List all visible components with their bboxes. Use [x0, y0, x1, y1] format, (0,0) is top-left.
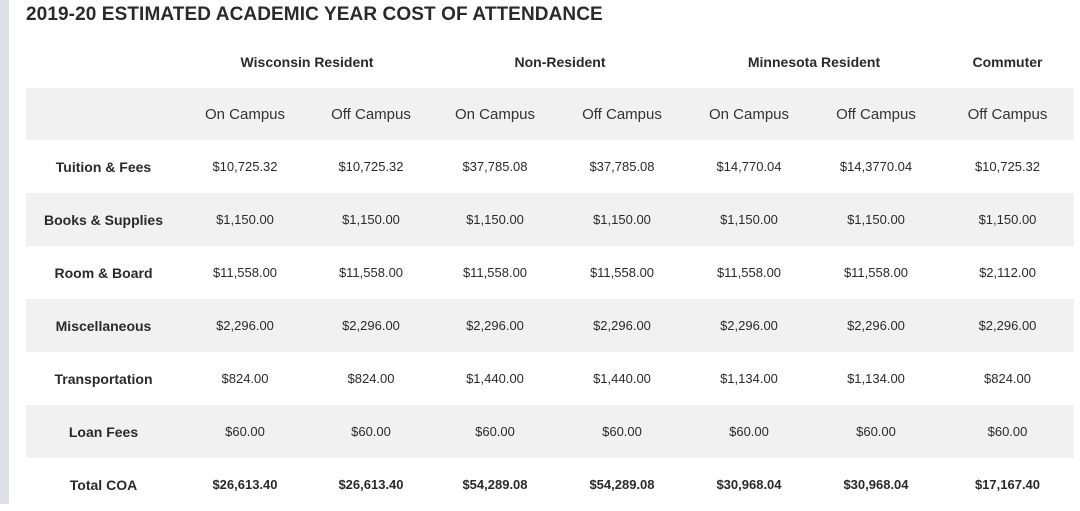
table-row-tuition-fees: [26, 140, 1074, 193]
table-cell: $11,558.00: [212, 265, 278, 280]
table-cell: $60.00: [811, 405, 941, 458]
table-cell: $60.00: [433, 405, 557, 458]
table-cell: $54,289.08: [589, 477, 655, 492]
subheader-row: [26, 88, 1074, 140]
page-title: 2019-20 ESTIMATED ACADEMIC YEAR COST OF ATTENDANCE: [26, 4, 603, 25]
table-cell: $10,725.32: [212, 159, 278, 174]
subheader-cell: On Campus: [433, 88, 557, 140]
table-cell: $14,770.04: [716, 159, 782, 174]
table-cell: $2,296.00: [309, 299, 433, 352]
table-cell: $2,296.00: [687, 299, 811, 352]
row-label: Transportation: [54, 370, 153, 387]
table-cell: $60.00: [941, 405, 1074, 458]
table-cell: $1,150.00: [687, 193, 811, 246]
table-row-miscellaneous: [26, 299, 1074, 352]
subheader-cell: Off Campus: [309, 88, 433, 140]
table-cell: $14,3770.04: [839, 159, 913, 174]
cost-of-attendance-table: [26, 36, 1074, 511]
group-header-minnesota-resident: Minnesota Resident: [747, 54, 881, 70]
group-header-non-resident: Non-Resident: [514, 54, 606, 70]
table-cell: $2,112.00: [979, 265, 1036, 280]
table-cell: $1,134.00: [847, 371, 905, 386]
group-header-commuter: Commuter: [972, 54, 1043, 70]
row-label: Total COA: [69, 476, 138, 493]
subheader-cell: Off Campus: [811, 88, 941, 140]
table-cell: $2,296.00: [557, 299, 687, 352]
subheader-cell: On Campus: [181, 88, 309, 140]
table-cell: $11,558.00: [589, 265, 655, 280]
table-cell: $2,296.00: [941, 299, 1074, 352]
row-label: Loan Fees: [26, 405, 181, 458]
table-cell: $17,167.40: [974, 477, 1041, 492]
table-cell: $11,558.00: [843, 265, 909, 280]
table-row-total-coa: [26, 458, 1074, 511]
table-cell: $10,725.32: [974, 159, 1041, 174]
table-cell: $1,150.00: [557, 193, 687, 246]
table-cell: $2,296.00: [181, 299, 309, 352]
table-row-room-board: [26, 246, 1074, 299]
group-header-wisconsin-resident: Wisconsin Resident: [240, 54, 374, 70]
table-cell: $30,968.04: [843, 477, 909, 492]
table-cell: $60.00: [309, 405, 433, 458]
table-cell: $26,613.40: [212, 477, 278, 492]
table-cell: $60.00: [181, 405, 309, 458]
subheader-corner-cell: [26, 88, 181, 140]
corner-cell: [26, 36, 181, 88]
table-cell: $824.00: [347, 371, 395, 386]
table-cell: $1,150.00: [181, 193, 309, 246]
table-cell: $1,440.00: [466, 371, 524, 386]
table-row-loan-fees: [26, 405, 1074, 458]
table-cell: $54,289.08: [462, 477, 528, 492]
table-cell: $37,785.08: [589, 159, 655, 174]
table-cell: $2,296.00: [433, 299, 557, 352]
table-cell: $11,558.00: [716, 265, 782, 280]
table-cell: $2,296.00: [811, 299, 941, 352]
left-edge-bar: [0, 0, 9, 504]
table-cell: $26,613.40: [338, 477, 404, 492]
table-cell: $11,558.00: [338, 265, 404, 280]
table-cell: $1,150.00: [811, 193, 941, 246]
row-label: Miscellaneous: [26, 299, 181, 352]
row-label: Books & Supplies: [26, 193, 181, 246]
table-row-books-supplies: [26, 193, 1074, 246]
table-cell: $60.00: [687, 405, 811, 458]
table-cell: $824.00: [984, 371, 1031, 386]
row-label: Room & Board: [54, 264, 153, 281]
table-cell: $1,150.00: [941, 193, 1074, 246]
row-label: Tuition & Fees: [55, 158, 152, 175]
group-header-row: [26, 36, 1074, 88]
subheader-cell: Off Campus: [557, 88, 687, 140]
table-cell: $11,558.00: [462, 265, 528, 280]
table-cell: $824.00: [221, 371, 269, 386]
table-row-transportation: [26, 352, 1074, 405]
subheader-cell: On Campus: [687, 88, 811, 140]
subheader-cell: Off Campus: [941, 88, 1074, 140]
table-cell: $30,968.04: [716, 477, 782, 492]
table-cell: $1,134.00: [720, 371, 778, 386]
table-cell: $1,150.00: [433, 193, 557, 246]
table-cell: $1,150.00: [309, 193, 433, 246]
table-cell: $37,785.08: [462, 159, 528, 174]
table-cell: $10,725.32: [338, 159, 404, 174]
table-cell: $1,440.00: [593, 371, 651, 386]
table-cell: $60.00: [557, 405, 687, 458]
